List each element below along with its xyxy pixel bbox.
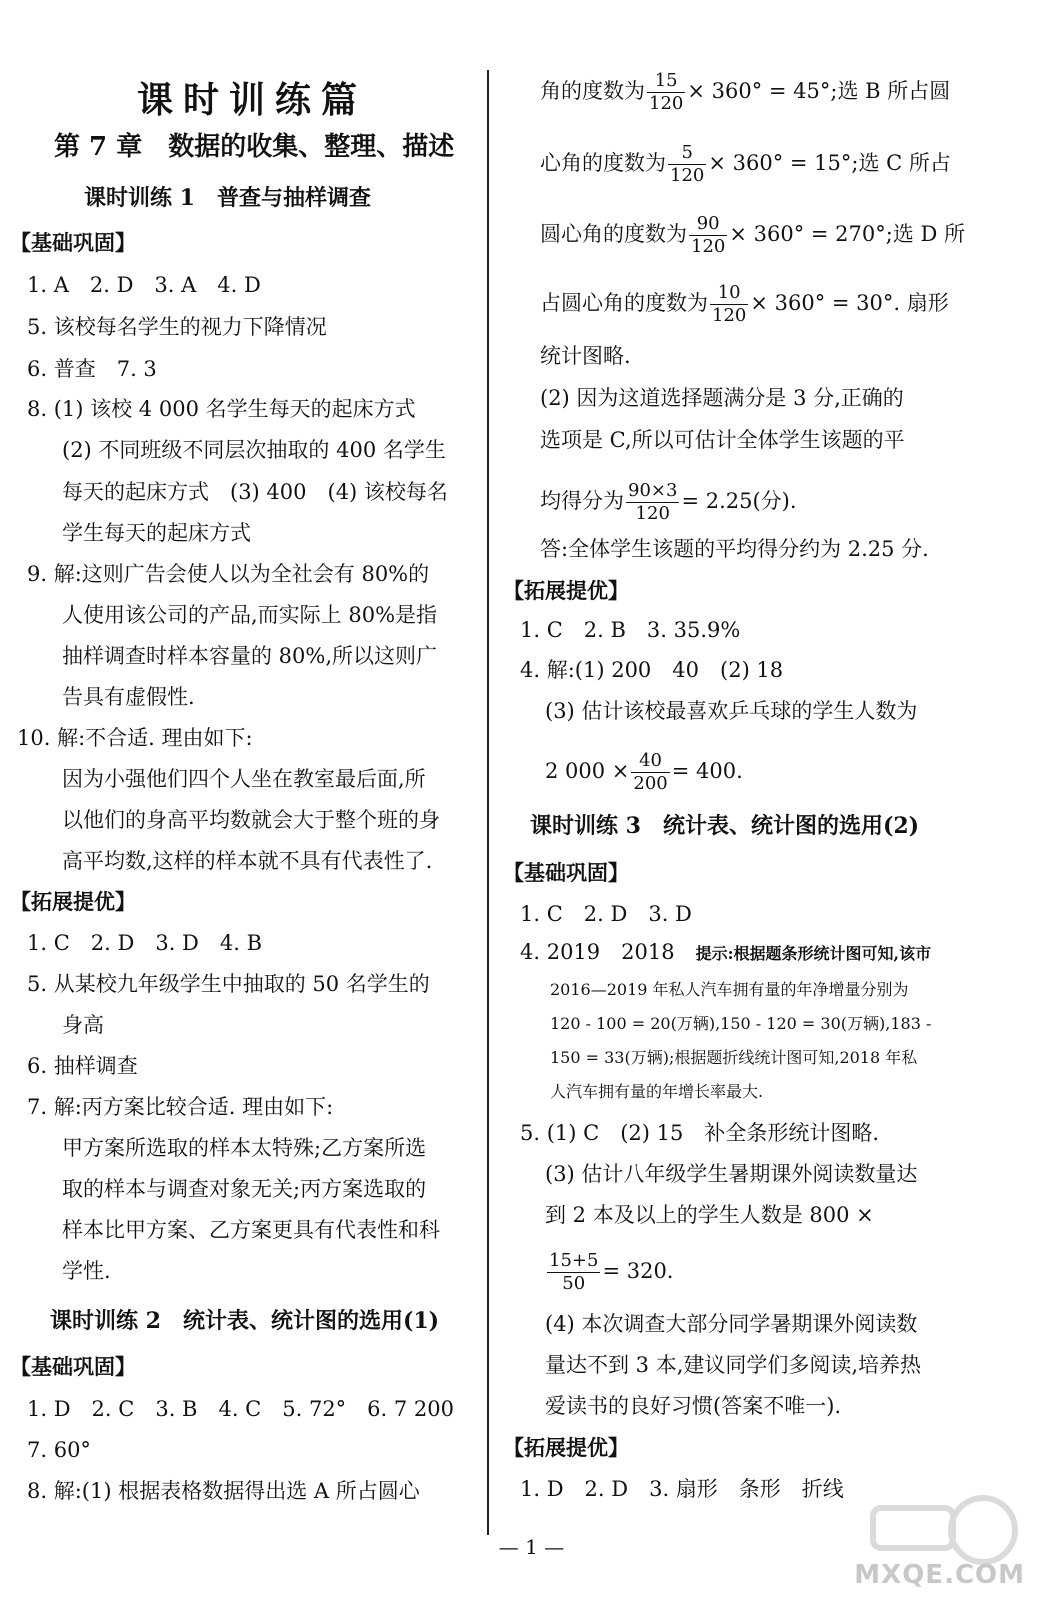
answer-line: 样本比甲方案、乙方案更具有代表性和科 bbox=[62, 1218, 440, 1242]
answer-line: (3) 估计该校最喜欢乒乓球的学生人数为 bbox=[545, 699, 918, 723]
section-basic: 【基础巩固】 bbox=[503, 860, 629, 885]
fraction: $\frac{15}{120}$ bbox=[649, 70, 684, 114]
section-title: 课时训练篇 bbox=[137, 79, 368, 121]
answer-line: 均得分为 $\frac{90\times 3}{120}$ = 2.25(分). bbox=[540, 480, 797, 524]
answer-line: 学性. bbox=[62, 1259, 111, 1283]
answer-line: 8. (1) 该校 4 000 名学生每天的起床方式 bbox=[27, 397, 416, 421]
answer-line: 6. 抽样调查 bbox=[27, 1054, 138, 1078]
answer-line: 7. 60° bbox=[27, 1438, 91, 1462]
answer-line: 5. (1) C (2) 15 补全条形统计图略. bbox=[520, 1121, 880, 1145]
answer-line: 答:全体学生该题的平均得分约为 2.25 分. bbox=[540, 537, 929, 561]
section-extension: 【拓展提优】 bbox=[503, 1435, 629, 1460]
answer-line: 量达不到 3 本,建议同学们多阅读,培养热 bbox=[545, 1353, 922, 1377]
answer-line: 1. C 2. D 3. D 4. B bbox=[27, 931, 263, 955]
answer-line: 1. D 2. D 3. 扇形 条形 折线 bbox=[520, 1477, 844, 1501]
answer-line: $\frac{15+5}{50}$ = 320. bbox=[549, 1250, 674, 1294]
fraction: $\frac{10}{120}$ bbox=[712, 282, 747, 326]
answer-line: 5. 该校每名学生的视力下降情况 bbox=[27, 315, 327, 339]
fraction: $\frac{5}{120}$ bbox=[670, 142, 705, 186]
answer-line: 8. 解:(1) 根据表格数据得出选 A 所占圆心 bbox=[27, 1479, 420, 1503]
answer-line: 告具有虚假性. bbox=[62, 685, 195, 709]
answer-line: 1. C 2. B 3. 35.9% bbox=[520, 618, 741, 642]
answer-line: 以他们的身高平均数就会大于整个班的身 bbox=[62, 808, 440, 832]
answer-line: 因为小强他们四个人坐在教室最后面,所 bbox=[62, 767, 426, 791]
fraction: $\frac{15+5}{50}$ bbox=[549, 1250, 599, 1294]
fraction: $\frac{90}{120}$ bbox=[691, 213, 726, 257]
lesson-heading-1: 课时训练 1 普查与抽样调查 bbox=[84, 185, 371, 211]
section-extension: 【拓展提优】 bbox=[503, 578, 629, 603]
answer-line: 2 000 × $\frac{40}{200}$ = 400. bbox=[545, 750, 743, 794]
answer-line: 圆心角的度数为 $\frac{90}{120}$ × 360° = 270°;选 D 所 bbox=[540, 213, 966, 257]
answer-line: (4) 本次调查大部分同学暑期课外阅读数 bbox=[545, 1312, 918, 1336]
hint-line: 人汽车拥有量的年增长率最大. bbox=[550, 1082, 764, 1101]
answer-line: 高平均数,这样的样本就不具有代表性了. bbox=[62, 849, 433, 873]
answer-line: 身高 bbox=[62, 1013, 104, 1037]
answer-line: 选项是 C,所以可估计全体学生该题的平 bbox=[540, 428, 905, 452]
lesson-heading-3: 课时训练 3 统计表、统计图的选用(2) bbox=[530, 813, 920, 839]
column-divider bbox=[487, 70, 489, 1535]
answer-line: 1. C 2. D 3. D bbox=[520, 902, 692, 926]
answer-line: 4. 解:(1) 200 40 (2) 18 bbox=[520, 658, 784, 682]
answer-line: 6. 普查 7. 3 bbox=[27, 357, 157, 381]
hint-line: 2016—2019 年私人汽车拥有量的年净增量分别为 bbox=[550, 980, 909, 999]
answer-line: 到 2 本及以上的学生人数是 800 × bbox=[545, 1203, 874, 1227]
answer-line: 9. 解:这则广告会使人以为全社会有 80%的 bbox=[27, 562, 430, 586]
answer-line: 5. 从某校九年级学生中抽取的 50 名学生的 bbox=[27, 972, 430, 996]
fraction: $\frac{90\times 3}{120}$ bbox=[628, 480, 678, 524]
answer-line: 1. D 2. C 3. B 4. C 5. 72° 6. 7 200 bbox=[27, 1397, 455, 1421]
answer-line: 10. 解:不合适. 理由如下: bbox=[17, 726, 253, 750]
answer-line: 抽样调查时样本容量的 80%,所以这则广 bbox=[62, 644, 438, 668]
answer-line: (2) 不同班级不同层次抽取的 400 名学生 bbox=[62, 438, 446, 462]
section-basic: 【基础巩固】 bbox=[10, 230, 136, 255]
lesson-heading-2: 课时训练 2 统计表、统计图的选用(1) bbox=[50, 1308, 440, 1334]
answer-line: 每天的起床方式 (3) 400 (4) 该校每名 bbox=[62, 480, 448, 504]
answer-line: 角的度数为 $\frac{15}{120}$ × 360° = 45°;选 B 所占圆 bbox=[540, 70, 951, 114]
chapter-heading: 第 7 章 数据的收集、整理、描述 bbox=[54, 132, 455, 162]
answer-line: 1. A 2. D 3. A 4. D bbox=[27, 273, 261, 297]
hint-line: 120 - 100 = 20(万辆),150 - 120 = 30(万辆),183 - bbox=[550, 1014, 932, 1033]
answer-line: 爱读书的良好习惯(答案不唯一). bbox=[545, 1394, 842, 1418]
section-extension: 【拓展提优】 bbox=[10, 889, 136, 914]
fraction: $\frac{40}{200}$ bbox=[633, 750, 668, 794]
answer-line: 统计图略. bbox=[540, 344, 631, 368]
answer-line: 7. 解:丙方案比较合适. 理由如下: bbox=[27, 1095, 334, 1119]
answer-line: 占圆心角的度数为 $\frac{10}{120}$ × 360° = 30°. 扇形 bbox=[540, 282, 949, 326]
answer-line: 甲方案所选取的样本太特殊;乙方案所选 bbox=[62, 1136, 427, 1160]
answer-line: 心角的度数为 $\frac{5}{120}$ × 360° = 15°;选 C 所占 bbox=[540, 142, 951, 186]
answer-line: 取的样本与调查对象无关;丙方案选取的 bbox=[62, 1177, 427, 1201]
answer-line: (2) 因为这道选择题满分是 3 分,正确的 bbox=[540, 386, 904, 410]
watermark-text: MXQE.COM bbox=[854, 1560, 1025, 1590]
hint-line: 150 = 33(万辆);根据题折线统计图可知,2018 年私 bbox=[550, 1048, 918, 1067]
section-basic: 【基础巩固】 bbox=[10, 1354, 136, 1379]
answer-line: (3) 估计八年级学生暑期课外阅读数量达 bbox=[545, 1162, 918, 1186]
page-number: — 1 — bbox=[498, 1535, 565, 1559]
answer-line: 学生每天的起床方式 bbox=[62, 521, 251, 545]
answer-line: 人使用该公司的产品,而实际上 80%是指 bbox=[62, 603, 438, 627]
answer-line: 4. 2019 2018 提示:根据题条形统计图可知,该市 bbox=[520, 940, 932, 964]
